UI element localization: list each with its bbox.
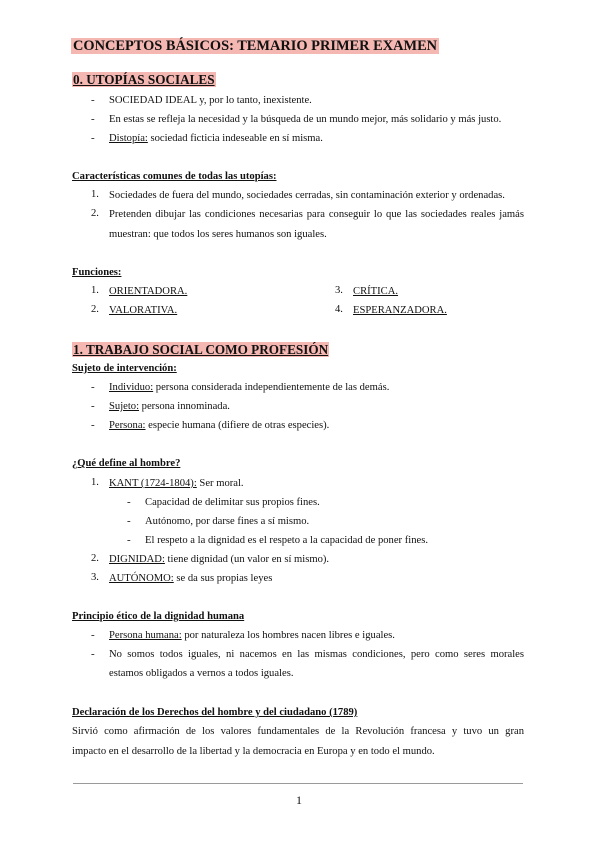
list-number: 3. — [335, 285, 343, 296]
list-item-kant: KANT (1724-1804): Ser moral. — [109, 478, 244, 489]
bullet-dash-icon: - — [91, 132, 95, 144]
list-item: SOCIEDAD IDEAL y, por lo tanto, inexistente. — [109, 95, 312, 106]
section-heading-trabajo-social: 1. TRABAJO SOCIAL COMO PROFESIÓN — [73, 342, 329, 357]
sub-list-item: Autónomo, por darse fines a sí mismo. — [145, 516, 310, 527]
sub-list-item: Capacidad de delimitar sus propios fines. — [145, 497, 320, 508]
declaracion-paragraph-line: Sirvió como afirmación de los valores fundamentales de la Revolución francesa y tuvo un gran — [72, 726, 524, 737]
section-heading-utopias: 0. UTOPÍAS SOCIALES — [73, 72, 215, 87]
bullet-dash-icon: - — [91, 419, 95, 431]
bullet-dash-icon: - — [91, 94, 95, 106]
bullet-dash-icon: - — [91, 648, 95, 660]
list-item-dignidad: DIGNIDAD: tiene dignidad (un valor en sí mismo). — [109, 554, 330, 565]
list-item: En estas se refleja la necesidad y la búsqueda de un mundo mejor, más solidario y más justo. — [109, 114, 502, 125]
bullet-dash-icon: - — [91, 381, 95, 393]
funcion-item: ORIENTADORA. — [109, 286, 188, 297]
list-item: Individuo: persona considerada independientemente de las demás. — [109, 382, 390, 393]
sujeto-heading: Sujeto de intervención: — [72, 363, 177, 374]
list-item: Sociedades de fuera del mundo, sociedades cerradas, sin contaminación exterior y ordenadas. — [109, 190, 505, 201]
bullet-dash-icon: - — [127, 515, 131, 527]
bullet-dash-icon: - — [127, 534, 131, 546]
list-item: Persona humana: por naturaleza los hombres nacen libres e iguales. — [109, 630, 395, 641]
declaracion-heading: Declaración de los Derechos del hombre y del ciudadano (1789) — [72, 707, 358, 718]
bullet-dash-icon: - — [127, 496, 131, 508]
list-item: Distopía: sociedad ficticia indeseable en sí misma. — [109, 133, 323, 144]
funcion-item: CRÍTICA. — [353, 286, 399, 297]
caracteristicas-heading: Características comunes de todas las utopías: — [72, 171, 277, 182]
funcion-item: ESPERANZADORA. — [353, 305, 447, 316]
bullet-dash-icon: - — [91, 629, 95, 641]
list-number: 3. — [91, 572, 99, 583]
declaracion-paragraph-line: impacto en el desarrollo de la libertad y la democracia en Europa y en todo el mundo. — [72, 746, 435, 757]
hombre-heading: ¿Qué define al hombre? — [72, 458, 181, 469]
list-item: Persona: especie humana (difiere de otras especies). — [109, 420, 330, 431]
list-number: 4. — [335, 304, 343, 315]
list-number: 2. — [91, 304, 99, 315]
list-item-continuation: estamos obligados a vernos a todos iguales. — [109, 668, 294, 679]
bullet-dash-icon: - — [91, 113, 95, 125]
funciones-heading: Funciones: — [72, 267, 122, 278]
list-item-continuation: muestran: que todos los seres humanos son iguales. — [109, 229, 327, 240]
funcion-item: VALORATIVA. — [109, 305, 178, 316]
page-number: 1 — [296, 793, 302, 807]
bullet-dash-icon: - — [91, 400, 95, 412]
list-item: Sujeto: persona innominada. — [109, 401, 230, 412]
list-item: No somos todos iguales, ni nacemos en las mismas condiciones, pero como seres morales — [109, 649, 524, 660]
list-number: 1. — [91, 285, 99, 296]
list-number: 1. — [91, 477, 99, 488]
list-number: 2. — [91, 553, 99, 564]
sub-list-item: El respeto a la dignidad es el respeto a la capacidad de poner fines. — [145, 535, 428, 546]
list-item-autonomo: AUTÓNOMO: se da sus propias leyes — [109, 573, 273, 584]
list-number: 2. — [91, 208, 99, 219]
page-title: CONCEPTOS BÁSICOS: TEMARIO PRIMER EXAMEN — [73, 38, 438, 54]
principio-heading: Principio ético de la dignidad humana — [72, 611, 245, 622]
list-number: 1. — [91, 189, 99, 200]
list-item: Pretenden dibujar las condiciones necesarias para conseguir lo que las sociedades reales jamás — [109, 209, 524, 220]
footer-divider — [73, 783, 523, 784]
